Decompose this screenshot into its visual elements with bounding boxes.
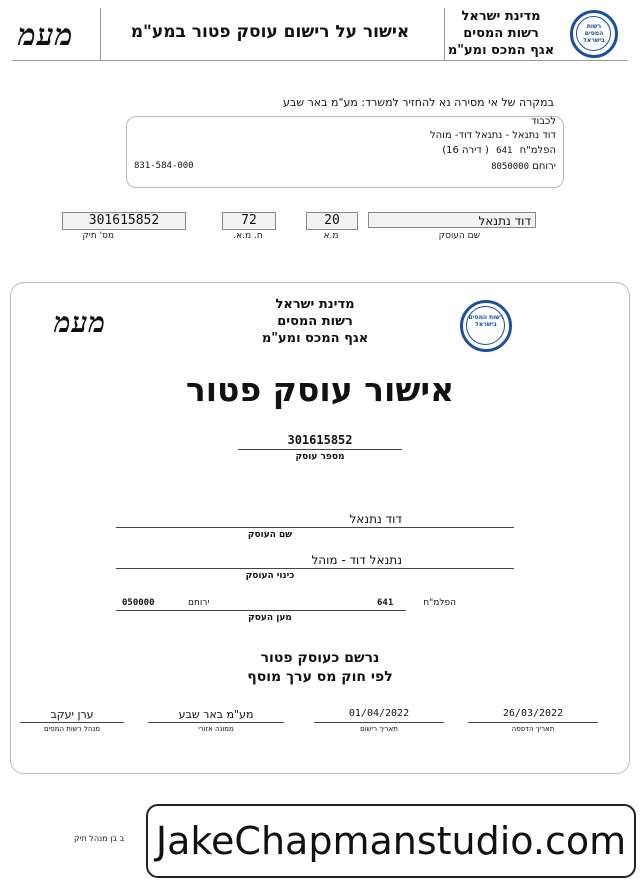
address-to: לכבוד	[531, 116, 556, 127]
address-name: דוד נתנאל - נתנאל דוד- מוהל	[429, 130, 556, 141]
registration-date-line	[314, 722, 444, 723]
registration-date-label: תאריך רישום	[360, 725, 398, 733]
certificate-card	[10, 282, 630, 774]
footer-clerk: ב בן מנהל תיק	[74, 834, 125, 843]
dealer-number-label: מספר עוסק	[295, 452, 345, 462]
sign-director-label: מנהל רשות המסים	[43, 725, 101, 733]
print-date-value: 26/03/2022	[502, 708, 564, 719]
header-title: אישור על רישום עוסק פטור במע"מ	[130, 22, 410, 42]
dealer-nickname-line	[116, 568, 514, 569]
header-rule	[12, 60, 628, 61]
sign-director-value: ערן יעקב	[50, 708, 94, 721]
address-street-line	[300, 145, 556, 156]
address-zip-cert: 050000	[122, 598, 155, 608]
dealer-nickname-value: נתנאל דוד - מוהל	[311, 553, 402, 567]
header-org-line3: אגף המכס ומע"מ	[447, 43, 555, 58]
address-apartment: ( דירה 16)	[442, 145, 489, 156]
dealer-name-line	[116, 527, 514, 528]
branch-code-field: 72	[222, 212, 276, 230]
address-house-number: 641	[496, 146, 513, 156]
sign-director-line	[20, 722, 124, 723]
sign-regional-value: מע"מ באר שבע	[178, 708, 254, 721]
certificate-org	[250, 296, 380, 347]
dealer-name-label-cert: שם העוסק	[247, 530, 293, 540]
certificate-logo: מעמ	[54, 306, 107, 339]
header-org	[446, 8, 556, 59]
branch-code-label: ח. מ.א.	[233, 231, 263, 241]
address-barcode: 831-584-000	[134, 161, 194, 171]
dealer-nickname-label: כינוי העוסק	[245, 571, 295, 581]
header-seal-icon	[570, 10, 618, 58]
sign-regional-line	[148, 722, 284, 723]
registration-date-value: 01/04/2022	[348, 708, 410, 719]
print-date-line	[468, 722, 598, 723]
address-city-cert: ירוחם	[188, 598, 210, 608]
certificate-title: אישור עוסק פטור	[185, 370, 455, 409]
certificate-org-line3: אגף המכס ומע"מ	[261, 331, 369, 346]
address-line	[116, 610, 406, 611]
return-note: במקרה של אי מסירה נא להחזיר למשרד: מע"מ באר שבע	[283, 96, 554, 109]
header-divider-left	[100, 8, 101, 60]
certificate-seal-text: רשות המסים בישראל	[468, 314, 504, 328]
address-street: הפלמ"ח	[519, 145, 556, 156]
header-logo: מעמ	[18, 18, 74, 53]
registered-as: נרשם כעוסק פטור	[260, 650, 380, 666]
address-zip: 8050000	[491, 162, 530, 172]
watermark: JakeChapmanstudio.com	[146, 804, 636, 878]
file-number-label: מס' תיק	[82, 231, 114, 241]
certificate-org-line1: מדינת ישראל	[275, 297, 355, 312]
dealer-name-value: דוד נתנאל	[349, 512, 402, 526]
header-org-line2: רשות המסים	[463, 26, 539, 41]
address-house-cert: 641	[377, 598, 394, 608]
address-label-cert: מען העסק	[248, 613, 292, 623]
ma-code-label: מ.א	[323, 231, 339, 241]
per-law: לפי חוק מס ערך מוסף	[247, 669, 393, 685]
header-divider-right	[444, 8, 445, 60]
header-org-line1: מדינת ישראל	[461, 9, 541, 24]
dealer-name-label: שם העוסק	[438, 231, 480, 241]
address-street-cert: הפלמ"ח	[423, 598, 456, 608]
header-seal-text: רשות המסים בישראל	[583, 23, 605, 44]
certificate-seal-icon	[460, 300, 512, 352]
sign-regional-label: ממונה אזורי	[198, 725, 234, 733]
dealer-number-value: 301615852	[287, 433, 353, 447]
address-city: ירוחם	[532, 161, 556, 172]
dealer-name-field: דוד נתנאל	[368, 212, 536, 228]
ma-code-field: 20	[306, 212, 358, 230]
dealer-number-line	[238, 449, 402, 450]
address-city-line	[300, 161, 556, 172]
certificate-org-line2: רשות המסים	[277, 314, 353, 329]
print-date-label: תאריך הדפסה	[511, 725, 555, 733]
file-number-field: 301615852	[62, 212, 186, 230]
